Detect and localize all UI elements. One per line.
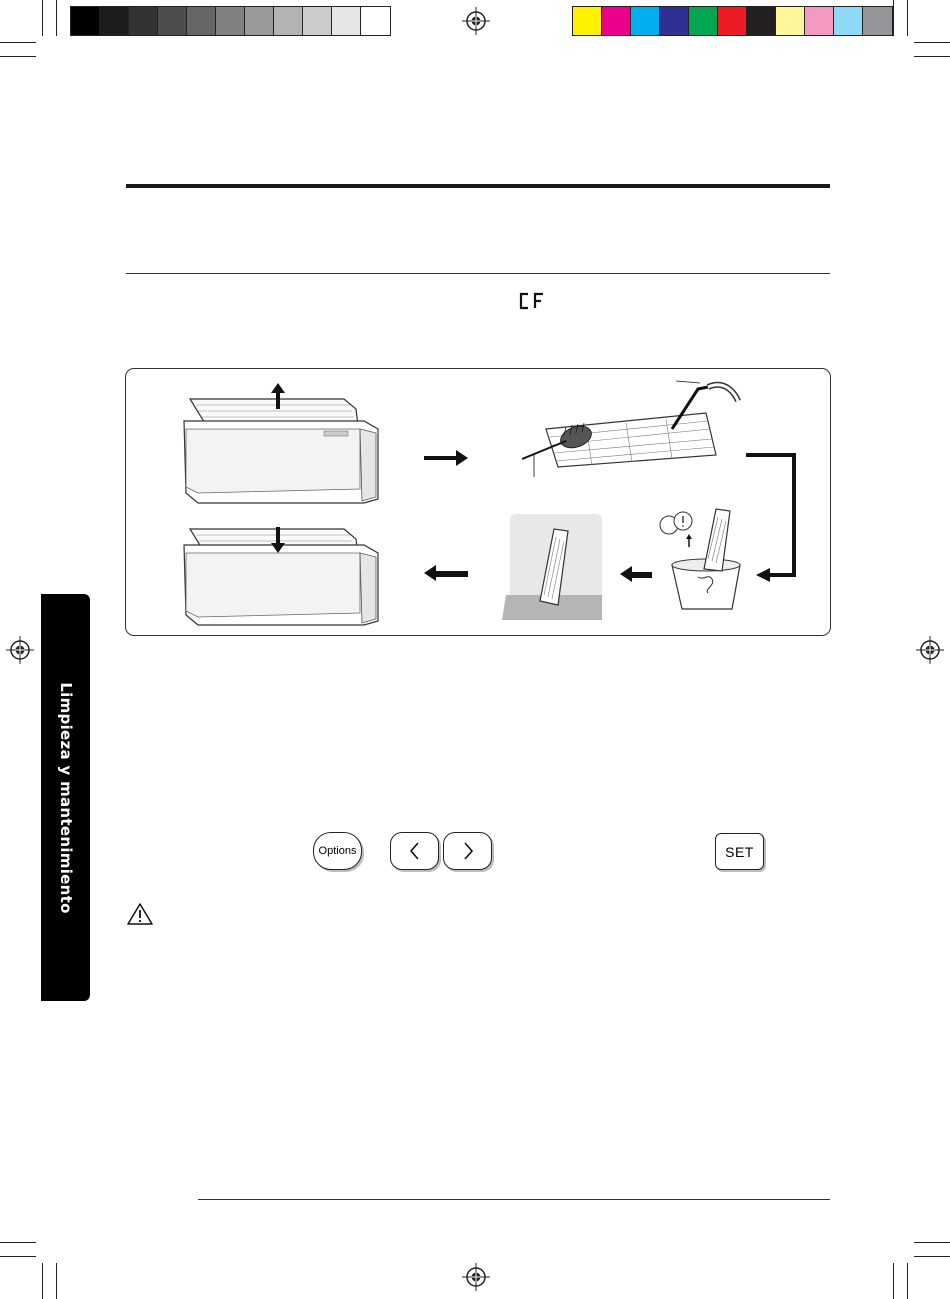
options-button-label: Options: [318, 845, 357, 857]
arrow-left-icon: [620, 566, 652, 582]
color-swatch: [158, 7, 187, 35]
color-swatch: [71, 7, 100, 35]
crop-mark: [914, 1242, 950, 1243]
step-wash-filter-in-water: [660, 509, 740, 609]
section-side-tab: [41, 594, 90, 1001]
connector-arrow-icon: [746, 455, 794, 575]
color-swatch: [187, 7, 216, 35]
crop-mark: [56, 1263, 57, 1299]
color-swatch: [660, 7, 689, 35]
crop-mark: [907, 0, 908, 36]
color-swatch: [216, 7, 245, 35]
step-reinsert-filter: [184, 527, 378, 625]
registration-mark-icon: [916, 636, 944, 664]
color-swatch: [573, 7, 602, 35]
color-swatch: [361, 7, 390, 35]
color-swatch: [332, 7, 361, 35]
left-arrow-button[interactable]: [390, 832, 439, 870]
color-swatch: [776, 7, 805, 35]
section-rule: [126, 273, 830, 274]
crop-mark: [0, 1256, 36, 1257]
grayscale-swatch-bar: [70, 6, 391, 36]
header-rule: [126, 184, 830, 188]
crop-mark: [914, 42, 950, 43]
arrow-right-icon: [424, 450, 468, 466]
color-swatch: [747, 7, 776, 35]
step-brush-and-vacuum-filter: [522, 381, 738, 477]
registration-mark-icon: [6, 636, 34, 664]
color-swatch: [631, 7, 660, 35]
color-swatch: [718, 7, 747, 35]
crop-mark: [42, 0, 43, 36]
set-button[interactable]: [715, 833, 764, 870]
color-swatch: [245, 7, 274, 35]
filter-cleaning-illustration: [125, 368, 831, 636]
color-swatch: [129, 7, 158, 35]
side-tab-label: Limpieza y mantenimiento: [56, 681, 75, 914]
chevron-right-icon: [460, 841, 476, 861]
color-swatch: [602, 7, 631, 35]
color-swatch: [274, 7, 303, 35]
color-swatch: [834, 7, 863, 35]
crop-mark: [914, 1256, 950, 1257]
footer-rule: [198, 1199, 830, 1200]
registration-mark-icon: [462, 1263, 490, 1291]
arrow-left-icon: [424, 565, 468, 581]
color-swatch: [805, 7, 834, 35]
crop-mark: [0, 1242, 36, 1243]
color-swatch: [863, 7, 892, 35]
color-swatch: [303, 7, 332, 35]
step-remove-filter: [184, 383, 378, 503]
step-dry-filter-in-shade: [502, 514, 602, 620]
options-button[interactable]: [313, 832, 362, 870]
color-swatch: [100, 7, 129, 35]
color-swatch-bar: [572, 6, 893, 36]
crop-mark: [56, 0, 57, 36]
crop-mark: [0, 42, 36, 43]
crop-mark: [893, 1263, 894, 1299]
cf-display-icon: [519, 292, 545, 310]
crop-mark: [42, 1263, 43, 1299]
crop-mark: [914, 56, 950, 57]
crop-mark: [0, 56, 36, 57]
crop-mark: [893, 0, 894, 36]
warning-triangle-icon: [126, 902, 154, 926]
crop-mark: [907, 1263, 908, 1299]
chevron-left-icon: [407, 841, 423, 861]
registration-mark-icon: [462, 7, 490, 35]
color-swatch: [689, 7, 718, 35]
set-button-label: SET: [725, 843, 754, 860]
right-arrow-button[interactable]: [443, 832, 492, 870]
